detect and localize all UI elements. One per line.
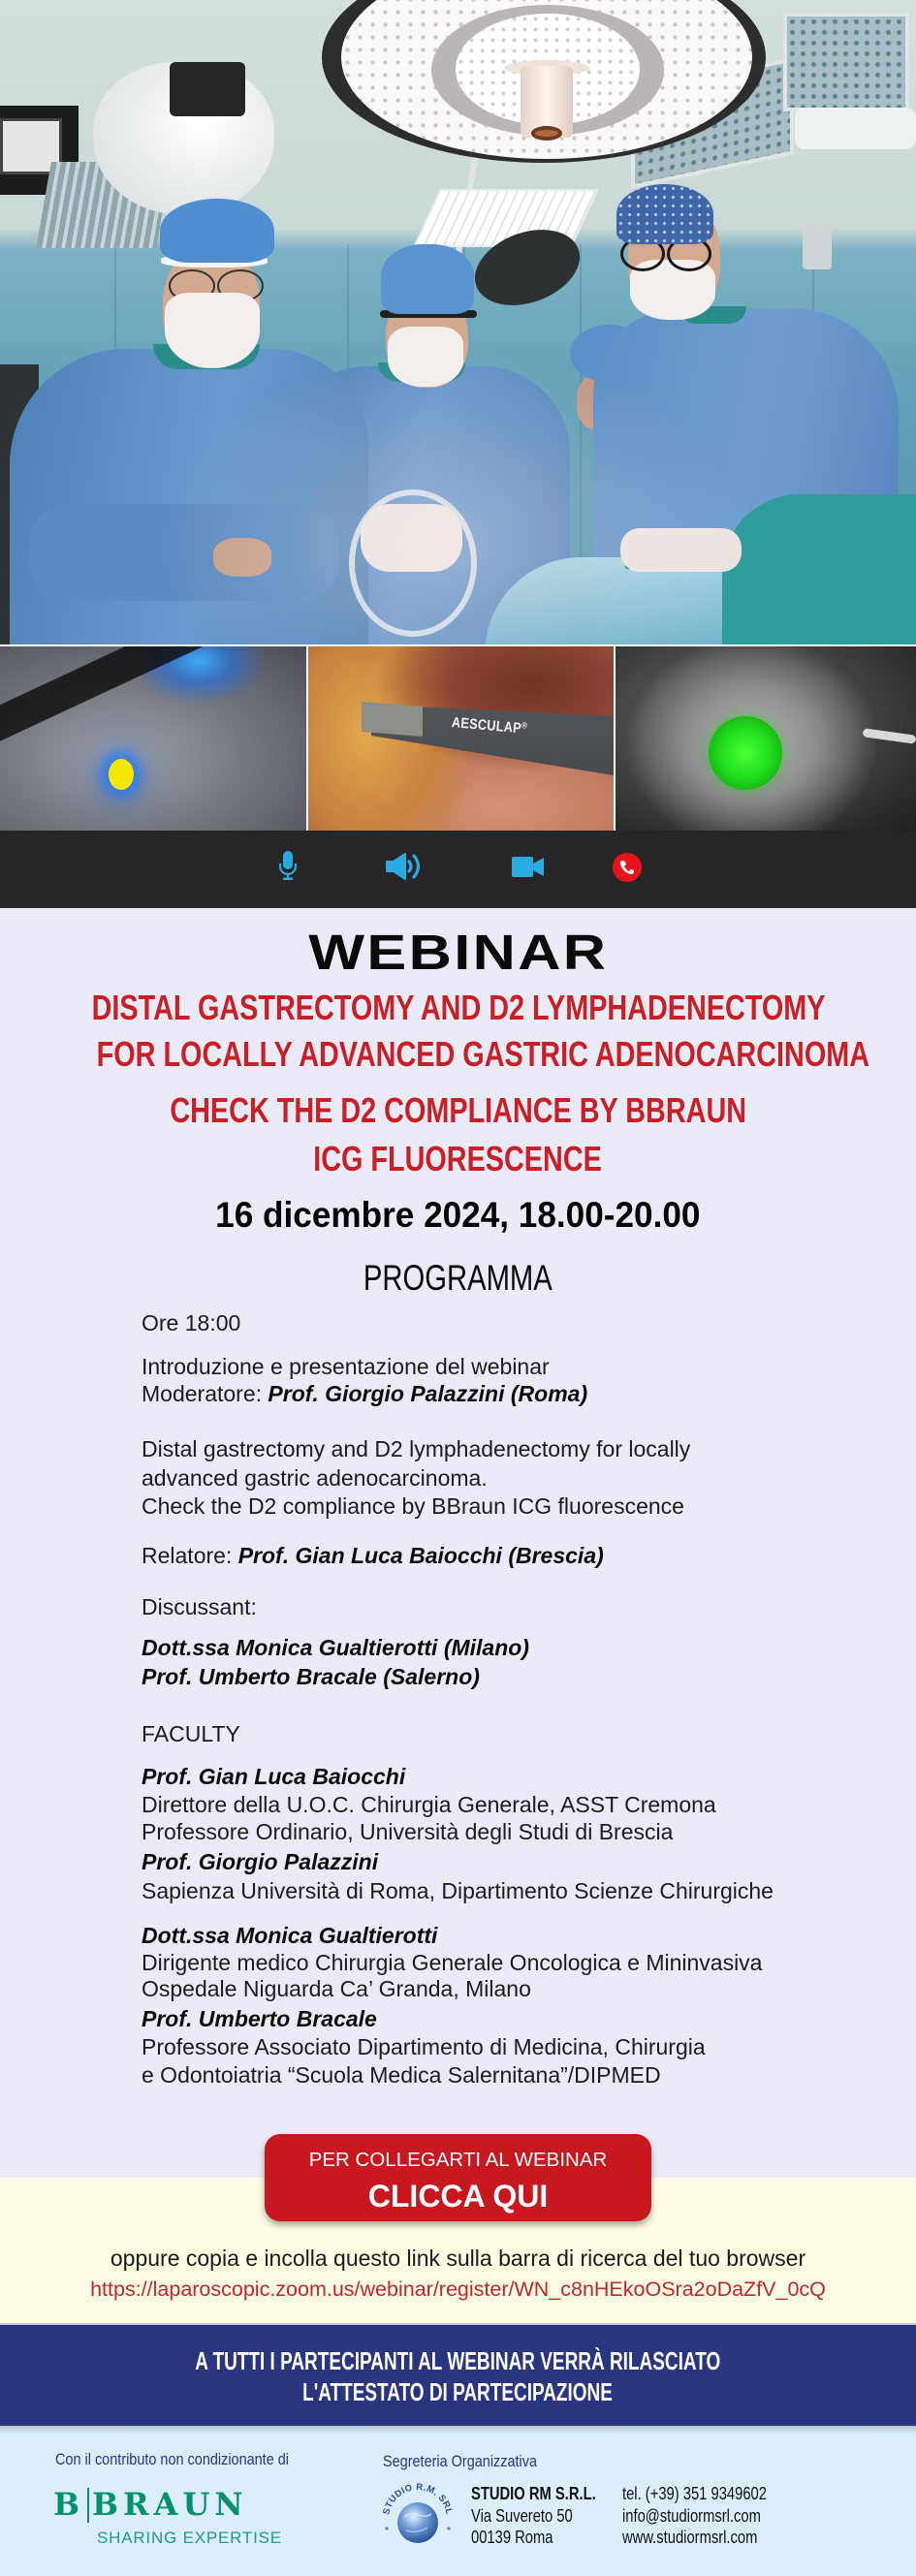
faculty-member-role: Dirigente medico Chirurgia Generale Oncologica e Mininvasiva	[142, 1949, 763, 1975]
icg-fluorescence-thumbnail-green	[616, 646, 916, 831]
program-heading-text: PROGRAMMA	[363, 1258, 553, 1298]
page-title-text: WEBINAR	[307, 925, 609, 980]
laparoscopic-instrument	[308, 646, 614, 831]
fluorescent-node-yellow	[109, 759, 134, 790]
speaker-label: Relatore:	[142, 1543, 238, 1568]
moderator-name: Prof. Giorgio Palazzini (Roma)	[268, 1381, 588, 1406]
instrument-reflection	[863, 728, 916, 744]
organizer-address-line	[471, 2527, 623, 2549]
instrument-brand-name: AESCULAP	[451, 714, 522, 738]
event-tagline-line-2	[0, 1140, 916, 1178]
organizer-phone-line	[622, 2483, 799, 2505]
speaker-icon	[386, 853, 425, 880]
call-toolbar	[0, 831, 916, 908]
organizer-name-line	[471, 2483, 623, 2505]
organizer-phone: tel. (+39) 351 9349602	[622, 2484, 767, 2503]
microphone-icon	[278, 851, 298, 880]
faculty-member-name: Prof. Giorgio Palazzini	[142, 1849, 379, 1874]
fluorescent-node-green	[709, 716, 782, 790]
event-date-text: 16 dicembre 2024, 18.00-20.00	[215, 1195, 701, 1235]
event-date	[0, 1195, 916, 1236]
registered-mark: ®	[521, 720, 528, 731]
faculty-member	[142, 1763, 716, 1846]
talk-title-line: advanced gastric adenocarcinoma.	[142, 1464, 488, 1491]
organizer-website-line	[622, 2527, 799, 2549]
faculty-member	[142, 1923, 762, 2003]
laparoscopic-view-thumbnail	[308, 646, 614, 831]
discussant-label: Discussant:	[142, 1594, 257, 1619]
copy-link-instructions: oppure copia e incolla questo link sulla barra di ricerca del tuo browser	[110, 2246, 806, 2271]
organizer-city: 00139 Roma	[471, 2528, 553, 2547]
event-subtitle-text-1: DISTAL GASTRECTOMY AND D2 LYMPHADENECTOMY	[91, 988, 826, 1027]
certificate-line-1	[0, 2345, 916, 2376]
certificate-text-2: L'ATTESTATO DI PARTECIPAZIONE	[302, 2377, 614, 2406]
bbraun-logo-name: BRAUN	[92, 2486, 248, 2523]
program-talk-title	[142, 1435, 690, 1522]
faculty-heading: FACULTY	[142, 1721, 240, 1746]
bbraun-logo-divider	[87, 2488, 89, 2523]
organizer-street: Via Suvereto 50	[471, 2505, 573, 2526]
icg-fluorescence-thumbnail-blue	[0, 646, 306, 831]
faculty-member-role: e Odontoiatria “Scuola Medica Salernitana”/DIPMED	[142, 2062, 661, 2088]
discussant-list	[142, 1633, 529, 1691]
program-moderator-line	[142, 1380, 587, 1407]
join-webinar-button-label: CLICCA QUI	[367, 2179, 549, 2214]
faculty-member-name: Prof. Gian Luca Baiocchi	[142, 1764, 406, 1789]
faculty-member	[142, 2005, 706, 2089]
sponsor-label: Con il contributo non condizionante di	[55, 2450, 290, 2468]
program-time: Ore 18:00	[142, 1310, 241, 1335]
organizer-label-wrap	[383, 2452, 564, 2471]
join-webinar-button[interactable]	[265, 2134, 651, 2221]
join-webinar-button-caption: PER COLLEGARTI AL WEBINAR	[308, 2149, 608, 2171]
event-tagline-text-1: CHECK THE D2 COMPLIANCE BY BBRAUN	[170, 1090, 746, 1130]
event-tagline-line-1	[0, 1091, 916, 1130]
faculty-member-role: Direttore della U.O.C. Chirurgia Generale, ASST Cremona	[142, 1791, 716, 1817]
organizer-contacts	[622, 2483, 799, 2549]
program-intro-block	[142, 1353, 587, 1407]
organizer-address-line	[471, 2505, 623, 2528]
event-subtitle-line-2	[0, 1035, 916, 1074]
faculty-member-role: Professore Ordinario, Università degli Studi di Brescia	[142, 1819, 674, 1844]
hang-up-phone-icon	[613, 853, 642, 882]
program-speaker-line	[142, 1542, 604, 1570]
organizer-website-link[interactable]: www.studiormsrl.com	[622, 2528, 758, 2547]
program-intro: Introduzione e presentazione del webinar	[142, 1354, 550, 1379]
talk-title-line: Distal gastrectomy and D2 lymphadenectomy for locally	[142, 1436, 691, 1461]
faculty-member-name: Prof. Umberto Bracale	[142, 2006, 377, 2031]
faculty-member-name: Dott.ssa Monica Gualtierotti	[142, 1923, 438, 1948]
webinar-registration-link[interactable]: https://laparoscopic.zoom.us/webinar/register/WN_c8nHEkoOSra2oDaZfV_0cQ	[90, 2278, 826, 2301]
video-camera-icon	[512, 857, 545, 877]
event-subtitle-line-1	[0, 989, 916, 1027]
page-title	[0, 924, 916, 982]
hero-operating-room-photo	[0, 0, 916, 644]
organizer-name: STUDIO RM S.R.L.	[471, 2484, 596, 2503]
program-heading	[0, 1259, 916, 1298]
event-tagline-text-2: ICG FLUORESCENCE	[313, 1139, 603, 1178]
instrument-shadow	[0, 646, 208, 750]
discussant-name: Prof. Umberto Bracale (Salerno)	[142, 1664, 480, 1689]
bbraun-logo-mark: B	[53, 2486, 80, 2523]
organizer-email-link[interactable]: info@studiormsrl.com	[622, 2505, 761, 2526]
discussant-name: Dott.ssa Monica Gualtierotti (Milano)	[142, 1635, 529, 1660]
faculty-member	[142, 1847, 774, 1905]
lighting-glow	[0, 0, 916, 644]
faculty-member-role: Professore Associato Dipartimento di Medicina, Chirurgia	[142, 2034, 706, 2059]
talk-title-line: Check the D2 compliance by BBraun ICG fluorescence	[142, 1493, 684, 1519]
faculty-member-role: Ospedale Niguarda Ca’ Granda, Milano	[142, 1976, 531, 2001]
organizer-label: Segreteria Organizzativa	[383, 2452, 538, 2470]
sponsor-label-wrap	[55, 2450, 331, 2469]
speaker-name: Prof. Gian Luca Baiocchi (Brescia)	[237, 1543, 604, 1568]
organizer-email-line	[622, 2505, 799, 2528]
certificate-line-2	[0, 2376, 916, 2407]
organizer-address	[471, 2483, 623, 2549]
faculty-member-role: Sapienza Università di Roma, Dipartimento Scienze Chirurgiche	[142, 1878, 774, 1903]
event-subtitle-text-2: FOR LOCALLY ADVANCED GASTRIC ADENOCARCINOMA	[96, 1034, 870, 1074]
studio-rm-logo	[381, 2480, 455, 2554]
globe-icon	[397, 2502, 438, 2543]
moderator-label: Moderatore:	[142, 1381, 268, 1406]
bbraun-logo-tagline: SHARING EXPERTISE	[97, 2529, 282, 2547]
certificate-text-1: A TUTTI I PARTECIPANTI AL WEBINAR VERRÀ RILASCIATO	[195, 2346, 721, 2375]
studio-rm-logo-text: STUDIO R.M. SRL	[381, 2481, 455, 2516]
